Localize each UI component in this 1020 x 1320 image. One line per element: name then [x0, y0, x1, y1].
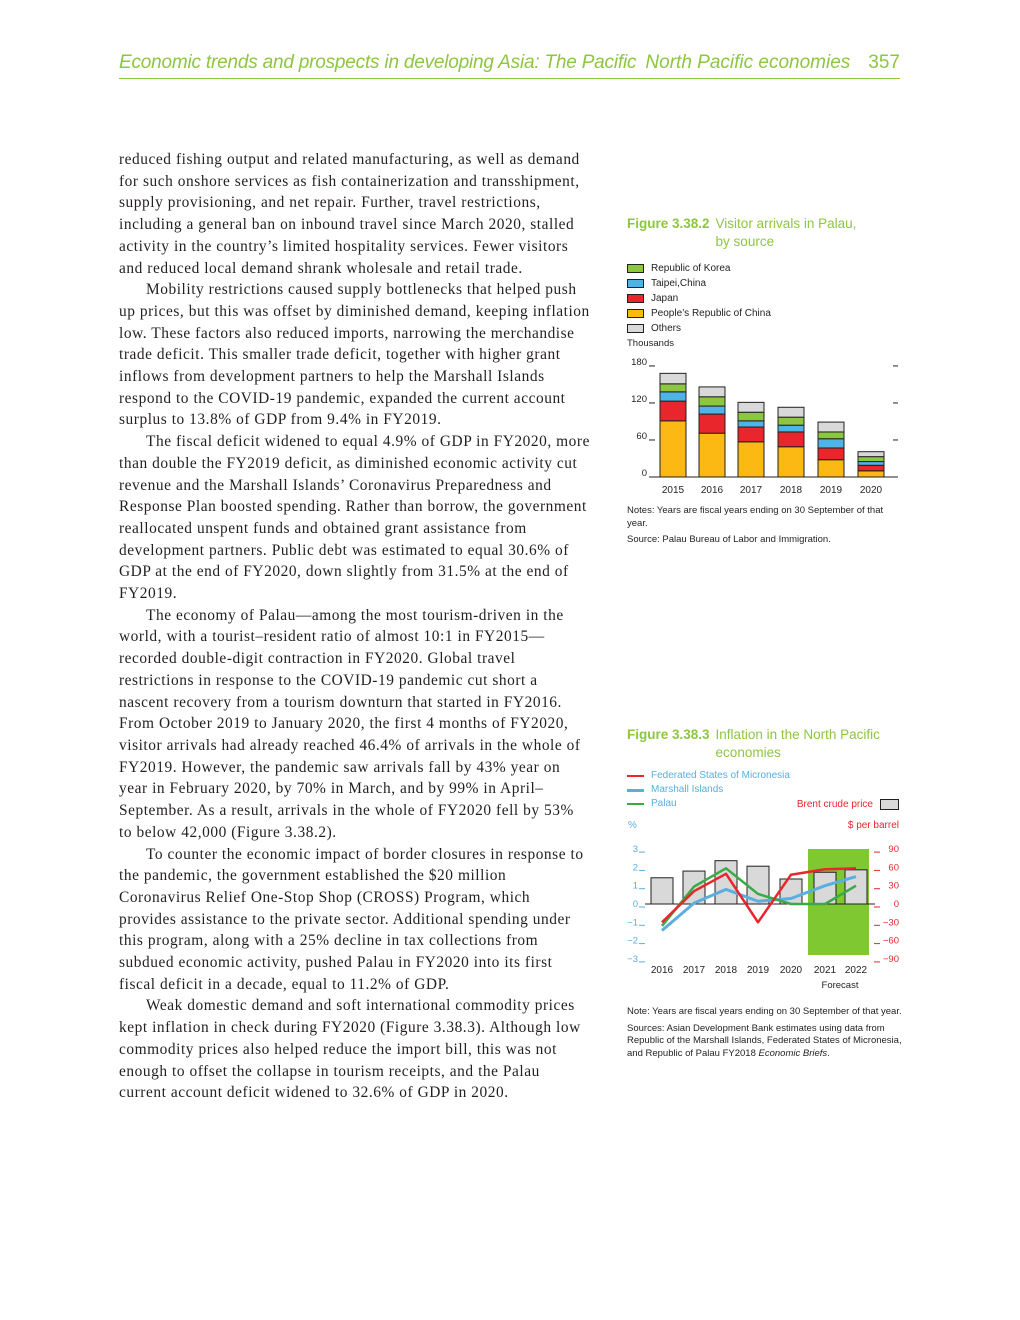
legend-item-others: Others [627, 321, 907, 336]
svg-text:60: 60 [888, 862, 899, 874]
x-axis-labels [662, 485, 883, 496]
paragraph: reduced fishing output and related manufacturing, as well as demand for such onshore services as fish containerization and transshipment, supply provisioning, and net repair. Further, travel restrictions, including a general ban on inbound travel since March 2020, stalled activity in the country’s limited hospitality services. Fewer visitors and reduced local demand shrank wholesale and retail trade. [119, 151, 580, 277]
svg-text:3: 3 [632, 844, 638, 856]
svg-text:2020: 2020 [779, 965, 803, 976]
svg-text:2: 2 [632, 862, 638, 874]
paragraph: Mobility restrictions caused supply bottlenecks that helped push up prices, but this was offset by diminished demand, keeping inflation low. These factors also reduced imports, narrowing the merchandise trade deficit. This smaller trade deficit, together with higher grant inflows from development partners to help the Marshall Islands respond to the COVID-19 pandemic, expanded the current account surplus to 13.8% of GDP from 9.4% in FY2019. [119, 281, 590, 429]
figure-visitor-arrivals [627, 215, 907, 350]
swatch-icon [627, 279, 644, 288]
svg-text:−90: −90 [882, 953, 899, 965]
figure-inflation [627, 726, 907, 762]
paragraph: Weak domestic demand and soft international commodity prices kept inflation in check during FY2020 (Figure 3.38.3). Although low commodity prices also helped reduce the import bill, this was not enough to offset the collapse in tourism receipts, and the Palau current account deficit widened to 32.6% of GDP in 2020. [119, 997, 581, 1102]
svg-text:−3: −3 [627, 953, 638, 965]
running-header [119, 52, 900, 79]
svg-text:Forecast: Forecast [821, 980, 859, 991]
svg-text:2019: 2019 [819, 485, 843, 496]
body-text [119, 149, 591, 1104]
figure-caption: Visitor arrivals in Palau, by source [715, 216, 857, 249]
figure-title [627, 726, 907, 762]
chart-legend [627, 261, 907, 336]
left-axis-unit: % [628, 820, 637, 831]
svg-text:120: 120 [631, 393, 647, 405]
inflation-chart [620, 838, 910, 998]
swatch-icon [627, 264, 644, 273]
figure-title [627, 215, 907, 251]
inflation-legend [627, 769, 902, 839]
svg-text:2022: 2022 [844, 965, 868, 976]
swatch-icon [627, 309, 644, 318]
svg-text:2019: 2019 [746, 965, 770, 976]
figure-number: Figure 3.38.3 [627, 727, 710, 742]
svg-text:−60: −60 [882, 935, 899, 947]
svg-text:2020: 2020 [859, 485, 883, 496]
svg-text:−2: −2 [627, 935, 638, 947]
legend-item-palau: Palau [627, 797, 790, 811]
legend-item-korea: Republic of Korea [627, 261, 907, 276]
svg-text:2015: 2015 [661, 485, 685, 496]
svg-text:0: 0 [632, 899, 638, 910]
svg-text:−30: −30 [882, 917, 899, 929]
svg-text:2018: 2018 [779, 485, 803, 496]
legend-item-japan: Japan [627, 291, 907, 306]
svg-text:2016: 2016 [650, 965, 674, 976]
visitor-arrivals-chart [620, 352, 910, 500]
stacked-bars [660, 373, 884, 477]
paragraph: The fiscal deficit widened to equal 4.9% of GDP in FY2020, more than double the FY2019 deficit, as diminished economic activity cut revenue and the Marshall Islands’ Coronavirus Preparedness and Response Plan boosted spending. Rather than borrow, the government reallocated unspent funds and obtained grant assistance from development partners. Public debt was estimated to equal 30.6% of GDP at the end of FY2020, down slightly from 31.5% at the end of FY2019. [119, 433, 590, 603]
section-name: North Pacific economies [645, 52, 851, 73]
page-number: 357 [868, 52, 900, 73]
swatch-icon [627, 324, 644, 333]
svg-text:2016: 2016 [700, 485, 724, 496]
book-title: Economic trends and prospects in developing Asia: The Pacific [119, 52, 637, 73]
sources-text: Sources: Asian Development Bank estimates using data from Republic of the Marshall Islands, Federated States of Micronesia, and Republic of Palau FY2018 Economic Briefs. [627, 1022, 902, 1059]
svg-text:2017: 2017 [682, 965, 706, 976]
section-title [645, 52, 900, 74]
paragraph: To counter the economic impact of border closures in response to the pandemic, the government established the $20 million Coronavirus Relief One-Stop Shop (CROSS) Program, which provides assistance to the private sector. Additional spending under this program, along with a 25% decline in tax collections from subdued economic activity, pushed Palau in FY2020 into its first fiscal deficit in a decade, equal to 11.2% of GDP. [119, 845, 584, 993]
note-text: Note: Years are fiscal years ending on 30 September of that year. [627, 1006, 902, 1017]
notes-text: Notes: Years are fiscal years ending on 30 September of that year. [627, 505, 884, 529]
svg-text:60: 60 [636, 430, 647, 442]
figure-notes [627, 1006, 902, 1060]
svg-text:1: 1 [632, 880, 638, 892]
svg-text:2018: 2018 [714, 965, 738, 976]
svg-text:30: 30 [888, 880, 899, 892]
figure-number: Figure 3.38.2 [627, 216, 710, 231]
figure-caption: Inflation in the North Pacific economies [715, 727, 880, 760]
legend-item-taipei: Taipei,China [627, 276, 907, 291]
legend-item-fsm: Federated States of Micronesia [627, 769, 790, 783]
source-text: Source: Palau Bureau of Labor and Immigration. [627, 534, 831, 545]
svg-text:0: 0 [893, 899, 899, 910]
figure-notes [627, 505, 902, 547]
bar-swatch-icon [880, 799, 899, 810]
y-axis-unit: Thousands [627, 338, 675, 349]
svg-text:2021: 2021 [813, 965, 837, 976]
line-swatch-icon [627, 775, 644, 777]
svg-text:−1: −1 [627, 917, 638, 929]
svg-text:90: 90 [888, 844, 899, 856]
svg-text:0: 0 [641, 468, 647, 479]
swatch-icon [627, 294, 644, 303]
line-swatch-icon [627, 789, 644, 792]
legend-item-prc: People’s Republic of China [627, 306, 907, 321]
x-axis-labels [651, 965, 868, 991]
right-axis-unit: $ per barrel [847, 820, 899, 831]
legend-item-brent: Brent crude price [797, 799, 899, 810]
svg-text:180: 180 [631, 356, 647, 368]
paragraph: The economy of Palau—among the most tourism-driven in the world, with a tourist–resident ratio of almost 10:1 in FY2015—recorded double-digit contraction in FY2020. Global travel restrictions in response to the COVID-19 pandemic cut short a nascent recovery from a tourism downturn that started in FY2016. From October 2019 to January 2020, the first 4 months of FY2020, visitor arrivals had already reached 46.4% of arrivals in the whole of FY2019. However, the pandemic saw arrivals fall by 43% year on year in February 2020, by 70% in March, and by 99% in April–September. As a result, arrivals in the whole of FY2020 fell by 53% to below 42,000 (Figure 3.38.2). [119, 606, 581, 841]
legend-item-marshall: Marshall Islands [627, 783, 790, 797]
line-swatch-icon [627, 803, 644, 805]
svg-text:2017: 2017 [739, 485, 763, 496]
